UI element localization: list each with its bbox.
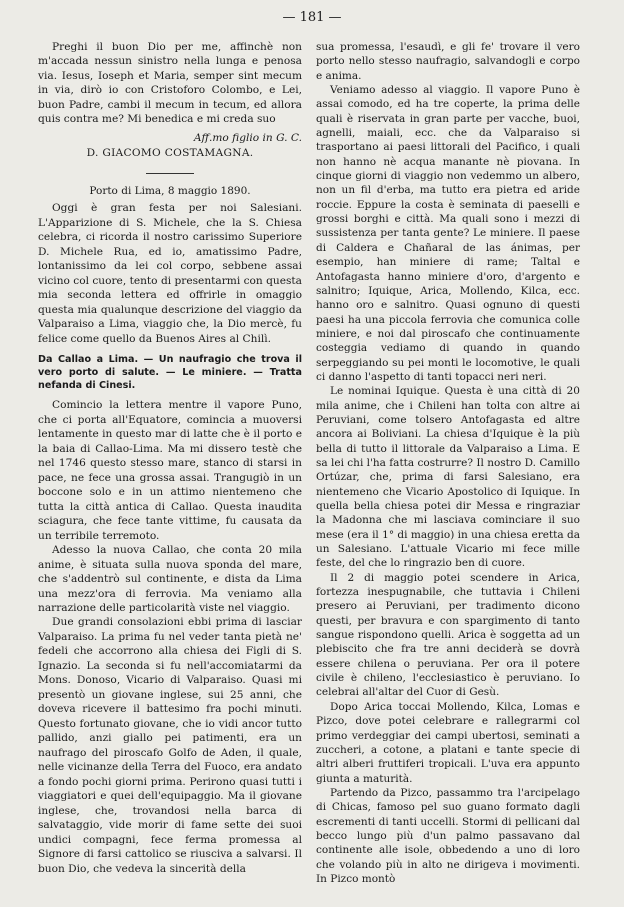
- letter-signature-line: Aff.mo figlio in G. C.: [193, 131, 302, 144]
- paragraph: Il 2 di maggio potei scendere in Arica, fortezza inespugnabile, che tuttavia i Chileni presero ai Peruviani, per tradimento dicono questi, per bravura e con spargimento di tanto sangue rispondono quelli. Arica è soggetta ad un plebiscito che fra tre anni deciderà se dovrà essere chilena o peruviana. Per ora il potere civile è chileno, l'ecclesiastico è peruviano. Io celebrai all'altar del Cuor di Gesù.: [316, 571, 580, 699]
- left-column: [38, 40, 302, 876]
- paragraph: Veniamo adesso al viaggio. Il vapore Puno è assai comodo, ed ha tre coperte, la prima delle quali è riservata in gran parte per vacche, buoi, agnelli, maiali, ecc. che da Valparaiso si trasportano ai paesi littorali del Pacifico, i quali non hanno nè acqua manante nè piovana. In cinque giorni di viaggio non vedemmo un albero, non un fil d'erba, ma tutto era pietra ed aride roccie. Eppure la costa è seminata di paeselli e grossi borghi e città. Ma quali sono i mezzi di sussistenza per tanta gente? Le miniere. Il paese di Caldera e Chañaral de las ánimas, per esempio, han miniere di rame; Taltal e Antofagasta hanno miniere d'oro, d'argento e salnitro; Iquique, Arica, Mollendo, Kilca, ecc. hanno oro e salnitro. Quasi ognuno di questi paesi ha una piccola ferrovia che comunica colle miniere, e noi dal piroscafo che continuamente costeggia vediamo di quando in quando serpeggiando su pei monti le locomotive, le quali ci danno l'aspetto di tanti topacci neri neri.: [316, 84, 580, 383]
- paragraph: Dopo Arica toccai Mollendo, Kilca, Lomas e Pizco, dove potei celebrare e rallegrarmi col primo verdeggiar dei campi ubertosi, seminati a zuccheri, a cotone, a platani e tante specie di altri alberi fruttiferi tropicali. L'uva era appunto giunta a maturità.: [316, 700, 580, 785]
- letter-dateline: Porto di Lima, 8 maggio 1890.: [89, 184, 251, 197]
- paragraph: Due grandi consolazioni ebbi prima di lasciar Valparaiso. La prima fu nel veder tanta pietà ne' fedeli che accorrono alla chiesa dei Figli di S. Ignazio. La seconda si fu nell'accomiatarmi da Mons. Donoso, Vicario di Valparaiso. Quasi mi presentò un giovane inglese, sui 25 anni, che doveva ricevere il battesimo fra pochi minuti. Questo fortunato giovane, che io vidi ancor tutto pallido, anzi giallo pei patimenti, era un naufrago del piroscafo Golfo de Aden, il quale, nelle vicinanze della Terra del Fuoco, era andato a fondo pochi giorni prima. Perirono quasi tutti i viaggiatori e quei dell'equipaggio. Ma il giovane inglese, che, trovandosi nella barca di salvataggio, vide morir di fame sette dei suoi undici compagni, fece ferma promessa al Signore di farsi cattolico se riusciva a salvarsi. Il buon Dio, che vedeva la sincerità della: [38, 616, 302, 875]
- section-subheading: Da Callao a Lima. — Un naufragio che trova il vero porto di salute. — Le miniere. — Tratta nefanda di Cinesi.: [38, 354, 302, 392]
- letter-signature-name: D. GIACOMO COSTAMAGNA.: [86, 147, 254, 160]
- paragraph: sua promessa, l'esaudì, e gli fe' trovare il vero porto nello stesso naufragio, salvandogli e corpo e anima.: [316, 41, 580, 82]
- paragraph: Oggi è gran festa per noi Salesiani. L'Apparizione di S. Michele, che la S. Chiesa celebra, ci ricorda il nostro carissimo Superiore D. Michele Rua, ed io, amatissimo Padre, lontanissimo da lei col corpo, sebbene assai vicino col cuore, tento di presentarmi con questa mia seconda lettera ed offrirle in omaggio questa mia qualunque descrizione del viaggio da Valparaiso a Lima, viaggio che, la Dio mercè, fu felice come quello da Buenos Aires al Chilì.: [38, 202, 302, 345]
- paragraph: Preghi il buon Dio per me, affinchè non m'accada nessun sinistro nella lunga e penosa via. Iesus, Ioseph et Maria, semper sint mecum in via, dirò io con Cristoforo Colombo, e Lei, buon Padre, cambi il mecum in tecum, ed allora quis contra me? Mi benedica e mi creda suo: [38, 41, 302, 126]
- page-number: — 181 —: [282, 10, 342, 25]
- paragraph: Comincio la lettera mentre il vapore Puno, che ci porta all'Equatore, comincia a muoversi lentamente in questo mar di latte che è il porto e la baia di Callao-Lima. Ma mi dissero testè che nel 1746 questo stesso mare, stanco di starsi in pace, ne fece una grossa assai. Trangugiò in un boccone solo e in un attimo nientemeno che tutta la città antica di Callao. Questa inaudita sciagura, che fece tante vittime, fu causata da un terribile terremoto.: [38, 399, 302, 542]
- paragraph: Le nominai Iquique. Questa è una città di 20 mila anime, che i Chileni han tolta con altre ai Peruviani, come tolsero Antofagasta ed altre ancora ai Boliviani. La chiesa d'Iquique è la più bella di tutto il littorale da Valparaiso a Lima. E sa lei chi l'ha fatta costrurre? Il nostro D. Camillo Ortúzar, che, prima di farsi Salesiano, era nientemeno che Vicario Apostolico di Iquique. In quella bella chiesa potei dir Messa e ringraziar la Madonna che mi lasciava cominciare il suo mese (era il 1° di maggio) in una chiesa eretta da un Salesiano. L'attuale Vicario mi fece mille feste, del che lo ringrazio ben di cuore.: [316, 385, 580, 570]
- section-divider: [146, 173, 194, 174]
- right-column: [316, 40, 580, 886]
- paragraph: Partendo da Pizco, passammo tra l'arcipelago di Chicas, famoso pel suo guano formato dagli escrementi di tanti uccelli. Stormi di pellicani dal becco lungo più d'un palmo passavano dal continente alle isole, obbedendo a uno di loro che volando più in alto ne dirigeva i movimenti. In Pizco montò: [316, 786, 580, 885]
- paragraph: Adesso la nuova Callao, che conta 20 mila anime, è situata sulla nuova sponda del mare, che s'addentrò sul continente, e dista da Lima una mezz'ora di ferrovia. Ma veniamo alla narrazione delle particolarità viste nel viaggio.: [38, 544, 302, 614]
